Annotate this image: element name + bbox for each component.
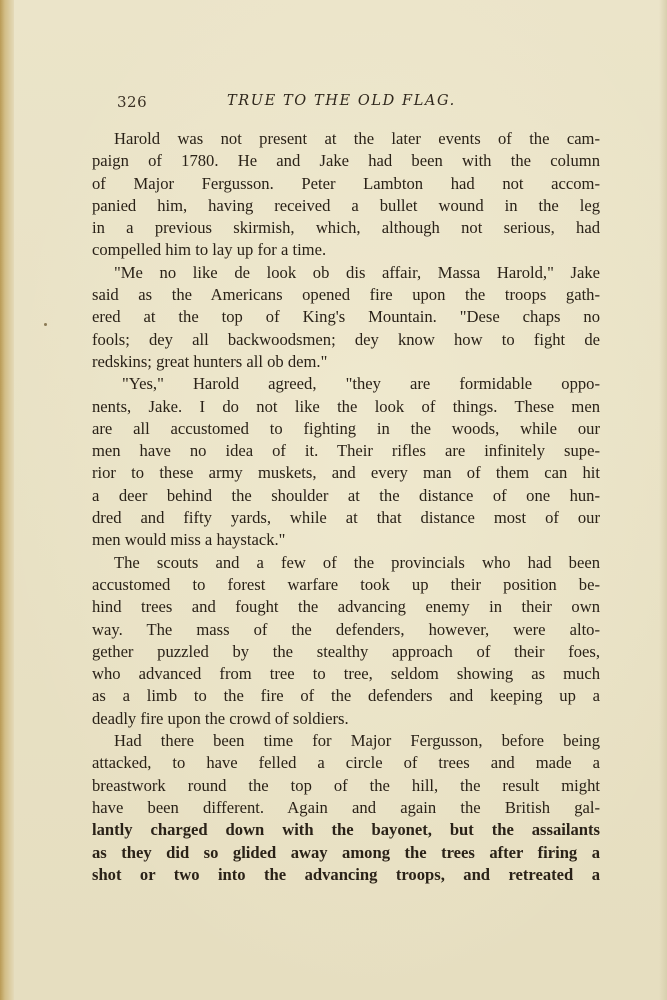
text-line: Harold was not present at the later events of the cam- (114, 129, 600, 148)
body-text (92, 128, 600, 886)
text-line: compelled him to lay up for a time. (92, 240, 327, 260)
text-line: gether puzzled by the stealthy approach of their foes, (92, 641, 600, 661)
text-line: paign of 1780. He and Jake had been with the column (92, 151, 600, 171)
text-line: nents, Jake. I do not like the look of things. These men (92, 396, 600, 416)
text-line: "Me no like de look ob dis affair, Massa Harold," Jake (114, 262, 600, 282)
margin-speck (44, 323, 47, 326)
text-line: redskins; great hunters all ob dem." (92, 351, 328, 371)
text-line: ered at the top of King's Mountain. "Dese chaps no (92, 307, 600, 327)
text-line: have been different. Again and again the British gal- (92, 797, 600, 817)
text-line: are all accustomed to fighting in the woods, while our (92, 418, 600, 438)
page-binding-edge (0, 0, 14, 1000)
text-line: as they did so glided away among the trees after firing a (92, 842, 600, 862)
page-header (117, 93, 607, 117)
text-line: deadly fire upon the crowd of soldiers. (92, 708, 349, 728)
text-line: said as the Americans opened fire upon the troops gath- (92, 285, 600, 305)
text-line: The scouts and a few of the provincials who had been (114, 552, 600, 572)
text-line: in a previous skirmish, which, although not serious, had (92, 218, 600, 238)
text-line: breastwork round the top of the hill, the result might (92, 775, 600, 795)
text-line: "Yes," Harold agreed, "they are formidable oppo- (122, 374, 600, 394)
text-line: Had there been time for Major Fergusson, before being (114, 731, 600, 751)
text-line: way. The mass of the defenders, however, were alto- (92, 619, 600, 639)
text-line: shot or two into the advancing troops, and retreated a (92, 864, 600, 884)
text-line: rior to these army muskets, and every man of them can hit (92, 463, 600, 483)
text-line: men would miss a haystack." (92, 530, 286, 550)
text-line: as a limb to the fire of the defenders and keeping up a (92, 686, 600, 706)
text-line: a deer behind the shoulder at the distance of one hun- (92, 485, 600, 505)
text-line: accustomed to forest warfare took up their position be- (92, 574, 600, 594)
text-line: men have no idea of it. Their rifles are infinitely supe- (92, 441, 600, 461)
page-outer-edge (659, 0, 667, 1000)
text-line: dred and fifty yards, while at that distance most of our (92, 508, 600, 528)
text-line: who advanced from tree to tree, seldom showing as much (92, 664, 600, 684)
text-line: fools; dey all backwoodsmen; dey know how to fight de (92, 329, 600, 349)
page-number: 326 (117, 93, 148, 111)
text-line: hind trees and fought the advancing enemy in their own (92, 597, 600, 617)
text-line: of Major Fergusson. Peter Lambton had not accom- (92, 173, 600, 193)
text-line: panied him, having received a bullet wound in the leg (92, 195, 600, 215)
text-line: lantly charged down with the bayonet, but the assailants (92, 820, 600, 840)
running-head: TRUE TO THE OLD FLAG. (227, 93, 456, 109)
text-line: attacked, to have felled a circle of trees and made a (92, 753, 600, 773)
